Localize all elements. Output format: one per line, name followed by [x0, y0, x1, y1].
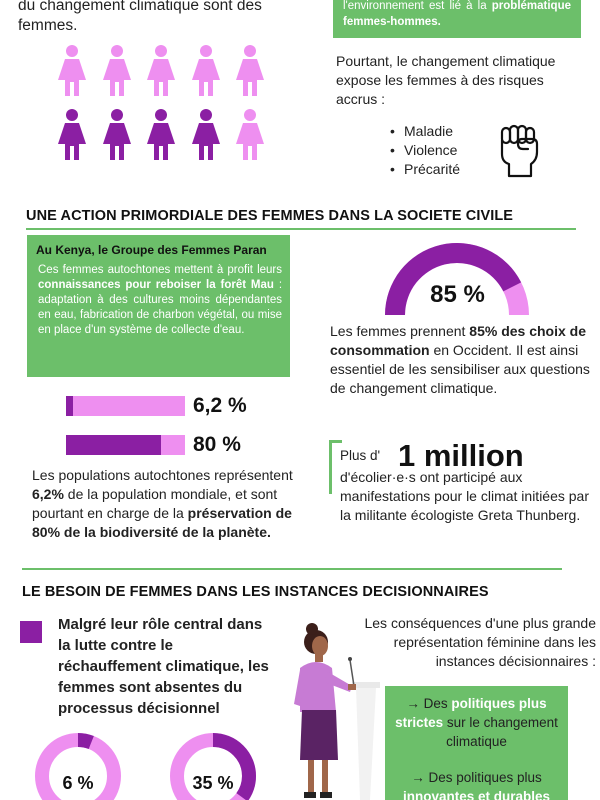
consumption-text-part: Les femmes prennent: [330, 323, 470, 339]
absence-text: Malgré leur rôle central dans la lutte contre le réchauffement climatique, les femmes sont absentes du processus décisionnel: [58, 616, 269, 717]
indigenous-text: [32, 466, 298, 542]
kenya-body-text: : adaptation à des cultures moins dépendantes en eau, fabrication de charbon végétal, ou mise en place d'un système de collecte d'eau.: [38, 279, 283, 336]
million-bracket-top: [329, 440, 342, 443]
students-text: d'écolier·e·s ont participé aux manifestations pour le climat initiées par la militante écologiste Greta Thunberg.: [340, 469, 590, 523]
woman-icon: [233, 108, 267, 160]
women-row-2: [55, 108, 267, 160]
top-left-text: du changement climatique sont des femmes.: [18, 0, 262, 34]
consequence-item: [391, 768, 562, 800]
section-title-civil-society: UNE ACTION PRIMORDIALE DES FEMMES DANS LA SOCIETE CIVILE: [26, 208, 514, 224]
risk-item: • Violence: [390, 141, 460, 160]
indigenous-text-part: Les populations autochtones représentent: [32, 467, 293, 483]
risk-item: • Maladie: [390, 122, 460, 141]
woman-icon: [233, 44, 267, 96]
consequences-box: [385, 686, 568, 800]
consumption-text: [330, 322, 592, 398]
kenya-box: [27, 235, 290, 377]
women-row-1: [55, 44, 267, 96]
section-title-decision: LE BESOIN DE FEMMES DANS LES INSTANCES DECISIONNAIRES: [22, 584, 489, 600]
consequence-highlight: innovantes et durables: [402, 789, 551, 800]
gauge-label: 85 %: [430, 281, 485, 308]
bar-fill-biodiversity: [66, 435, 161, 455]
indigenous-bold: préservation de 80% de la biodiversité de la planète.: [32, 505, 292, 540]
kenya-title: Au Kenya, le Groupe des Femmes Paran: [36, 243, 267, 257]
consumption-text-part: en Occident. Il est ainsi essentiel de les sensibiliser aux questions de changement climatique.: [330, 342, 590, 396]
consequences-text: Les conséquences d'une plus grande représentation féminine dans les instances décisionnaires :: [364, 615, 596, 669]
section-divider: [26, 228, 576, 230]
section-divider: [22, 568, 562, 570]
woman-icon: [189, 108, 223, 160]
raised-fist-icon: [497, 124, 541, 178]
consumption-bold: 85% des choix de consommation: [330, 323, 587, 358]
environment-note-bold: problématique femmes-hommes.: [343, 0, 571, 28]
woman-speaker-illustration: [290, 620, 380, 800]
indigenous-bold: 6,2%: [32, 486, 64, 502]
million-bracket: [329, 440, 332, 494]
bar-label-biodiversity: 80 %: [193, 433, 241, 456]
kenya-body-highlight: connaissances pour reboiser la forêt Mau: [38, 279, 274, 291]
kenya-body: [36, 263, 282, 338]
bar-biodiversity: [66, 435, 185, 455]
consequence-item: [391, 694, 562, 751]
woman-icon: [189, 44, 223, 96]
women-icon-grid: [55, 44, 267, 172]
woman-icon: [144, 44, 178, 96]
woman-icon: [144, 108, 178, 160]
donut-label-2: 35 %: [192, 773, 234, 793]
bar-fill-population: [66, 396, 73, 416]
woman-icon: [55, 108, 89, 160]
woman-icon: [55, 44, 89, 96]
environment-note-text: l'environnement est lié à la: [343, 0, 487, 12]
consequence-highlight: politiques plus strictes: [395, 696, 547, 730]
woman-icon: [100, 44, 134, 96]
consequence-text: → Des politiques plus: [411, 770, 542, 785]
risk-intro-text: Pourtant, le changement climatique expose les femmes à des risques accrus :: [336, 53, 556, 107]
consequence-text: → Des: [406, 696, 452, 711]
bar-population: [66, 396, 185, 416]
risk-item: • Précarité: [390, 160, 460, 179]
risk-list: [390, 122, 460, 179]
woman-icon: [100, 108, 134, 160]
kenya-body-text: Ces femmes autochtones mettent à profit leurs: [38, 264, 282, 276]
environment-note-box: [333, 0, 581, 38]
bar-label-population: 6,2 %: [193, 394, 247, 417]
consequence-text: sur le changement climatique: [443, 715, 558, 749]
indigenous-text-part: de la population mondiale, et sont pourtant en charge de la: [32, 486, 278, 521]
donut-label-1: 6 %: [62, 773, 94, 793]
million-prefix: Plus d': [340, 448, 381, 463]
million-figure: 1 million: [398, 438, 524, 473]
purple-square-marker: [20, 621, 42, 643]
